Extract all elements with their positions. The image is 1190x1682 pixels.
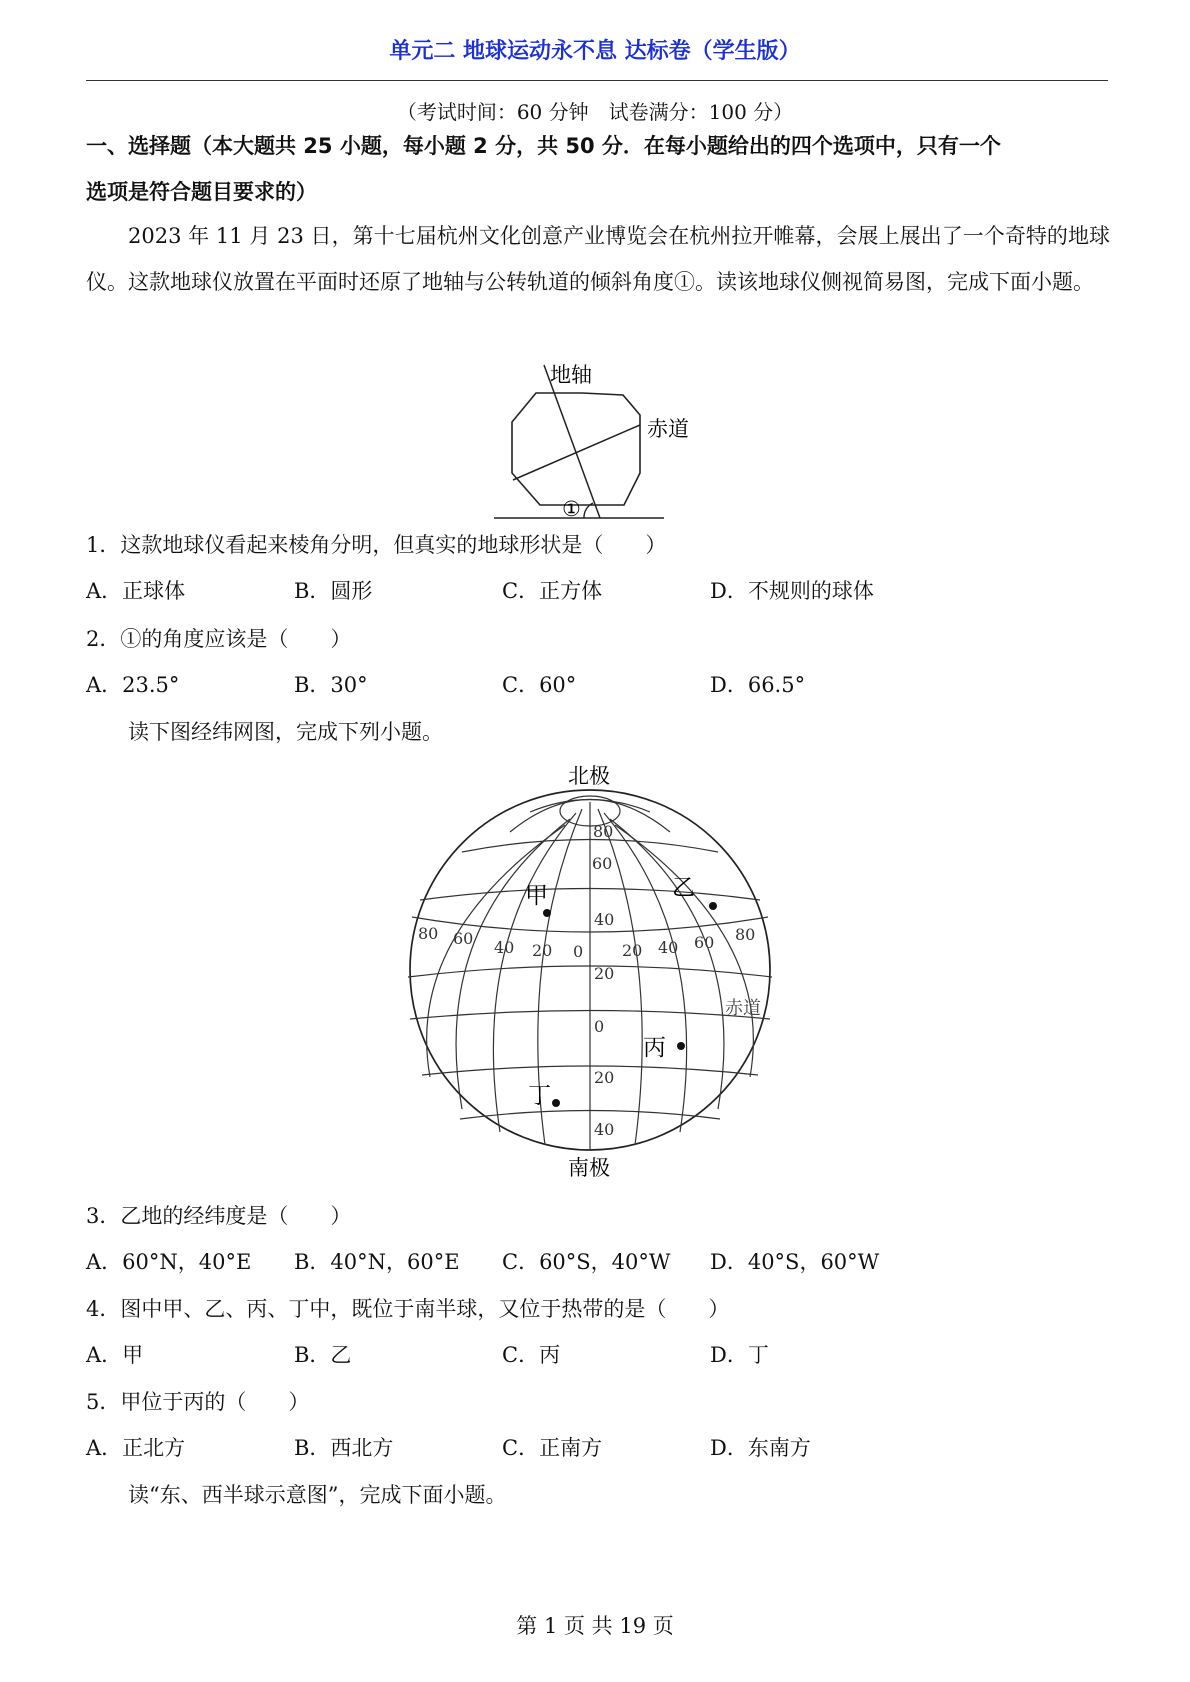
axis-line — [544, 365, 600, 518]
question-4: 4．图中甲、乙、丙、丁中，既位于南半球，又位于热带的是（ ） — [86, 1297, 730, 1321]
point-ding — [552, 1099, 560, 1107]
q4-option-a[interactable]: A．甲 — [86, 1343, 144, 1367]
lon-label-40e: 40 — [658, 938, 679, 957]
q5-option-b[interactable]: B．西北方 — [294, 1436, 394, 1460]
q2-option-c[interactable]: C．60° — [502, 673, 577, 697]
lon-label-20e: 20 — [622, 941, 643, 960]
equator-label: 赤道 — [647, 417, 689, 441]
section-heading-line1: 一、选择题（本大题共 25 小题，每小题 2 分，共 50 分．在每小题给出的四个选项中，只有一个 — [86, 134, 1001, 158]
question-3: 3．乙地的经纬度是（ ） — [86, 1204, 352, 1228]
point-bing-label: 丙 — [643, 1035, 666, 1061]
q1-option-d[interactable]: D．不规则的球体 — [710, 579, 874, 603]
q1-option-a[interactable]: A．正球体 — [86, 579, 186, 603]
section-heading-line2: 选项是符合题目要求的） — [86, 180, 317, 204]
point-yi — [709, 902, 717, 910]
lon-label-60w: 60 — [453, 929, 474, 948]
lon-label-40w: 40 — [494, 938, 515, 957]
lat-label-80: 80 — [593, 822, 614, 841]
axis-label: 地轴 — [550, 363, 592, 387]
q3-option-d[interactable]: D．40°S，60°W — [710, 1250, 880, 1274]
question-1: 1．这款地球仪看起来棱角分明，但真实的地球形状是（ ） — [86, 533, 667, 557]
point-jia-label: 甲 — [525, 883, 548, 909]
q5-option-c[interactable]: C．正南方 — [502, 1436, 603, 1460]
exam-info: （考试时间：60 分钟 试卷满分：100 分） — [396, 100, 794, 124]
lat-label-60: 60 — [592, 854, 613, 873]
graticule-globe-figure — [400, 757, 780, 1177]
question-2-options — [86, 662, 1110, 708]
q2-option-d[interactable]: D．66.5° — [710, 673, 806, 697]
equator-line — [513, 425, 640, 480]
q1-option-b[interactable]: B．圆形 — [294, 579, 373, 603]
section-heading — [86, 123, 1110, 215]
page-number: 第 1 页 共 19 页 — [516, 1614, 674, 1638]
q3-option-c[interactable]: C．60°S，40°W — [502, 1250, 671, 1274]
q5-option-a[interactable]: A．正北方 — [86, 1436, 186, 1460]
question-5: 5．甲位于丙的（ ） — [86, 1390, 310, 1414]
lon-label-80e: 80 — [735, 925, 756, 944]
lat-label-20n: 20 — [594, 964, 615, 983]
north-pole-label: 北极 — [568, 764, 610, 788]
lon-label-80w: 80 — [418, 924, 439, 943]
lon-label-60e: 60 — [694, 933, 715, 952]
lat-label-40: 40 — [594, 910, 615, 929]
lat-label-40s: 40 — [594, 1120, 615, 1139]
lon-label-0: 0 — [573, 942, 584, 961]
equator-label: 赤道 — [725, 998, 761, 1019]
q3-option-a[interactable]: A．60°N，40°E — [86, 1250, 252, 1274]
point-jia — [543, 909, 551, 917]
q5-option-d[interactable]: D．东南方 — [710, 1436, 811, 1460]
lat-label-0: 0 — [594, 1017, 605, 1036]
q4-option-c[interactable]: C．丙 — [502, 1343, 561, 1367]
question-3-options — [86, 1239, 1110, 1285]
meridian-60e — [610, 819, 724, 1109]
lat-label-20s: 20 — [594, 1068, 615, 1087]
q4-option-b[interactable]: B．乙 — [294, 1343, 352, 1367]
question-4-options — [86, 1332, 1110, 1378]
intro-paragraph-2: 读下图经纬网图，完成下列小题。 — [128, 720, 443, 744]
page-title: 单元二 地球运动永不息 达标卷（学生版） — [389, 39, 801, 64]
question-5-options — [86, 1425, 1110, 1471]
globe-side-view-figure — [480, 360, 720, 530]
question-2: 2．①的角度应该是（ ） — [86, 627, 352, 651]
q1-option-c[interactable]: C．正方体 — [502, 579, 603, 603]
meridian-60w — [456, 819, 570, 1109]
header-divider — [86, 80, 1108, 81]
q3-option-b[interactable]: B．40°N，60°E — [294, 1250, 460, 1274]
q2-option-b[interactable]: B．30° — [294, 673, 368, 697]
q4-option-d[interactable]: D．丁 — [710, 1343, 769, 1367]
q2-option-a[interactable]: A．23.5° — [86, 673, 180, 697]
point-bing — [677, 1042, 685, 1050]
lon-label-20w: 20 — [532, 941, 553, 960]
intro-paragraph-3: 读“东、西半球示意图”，完成下面小题。 — [128, 1483, 507, 1507]
point-yi-label: 乙 — [672, 875, 695, 901]
question-1-options — [86, 568, 1110, 614]
globe-octagon — [512, 393, 640, 505]
intro-paragraph-1: 2023 年 11 月 23 日，第十七届杭州文化创意产业博览会在杭州拉开帷幕，会展上展出了一个奇特的地球仪。这款地球仪放置在平面时还原了地轴与公转轨道的倾斜角度①。读该地球仪侧视简易图，完成下面小题。 — [86, 224, 1110, 294]
angle-label: ① — [562, 497, 581, 521]
south-pole-label: 南极 — [568, 1156, 610, 1177]
point-ding-label: 丁 — [528, 1083, 551, 1109]
